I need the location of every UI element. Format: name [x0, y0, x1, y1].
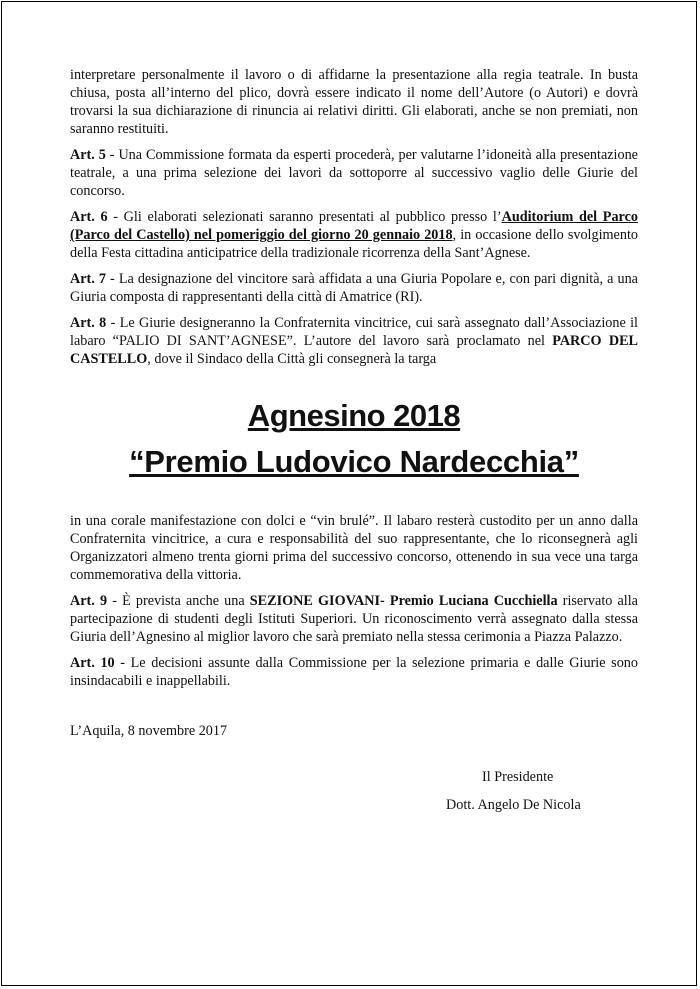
article-5 [70, 146, 638, 200]
article-7 [70, 270, 638, 306]
ceremony-paragraph: in una corale manifestazione con dolci e “vin brulé”. Il labaro resterà custodito per un anno dalla Confraternita vincitrice, a cura e responsabilità del suo rappresentante, che lo riconsegnerà agli Organizzatori almeno trenta giorni prima del successivo concorso, ottenendo in sua vece una targa commemorativa della vittoria. [70, 513, 638, 583]
award-subtitle: “Premio Ludovico Nardecchia” [129, 444, 579, 479]
article-7-text: - La designazione del vincitore sarà affidata a una Giuria Popolare e, con pari dignità, a una Giuria composta di rappresentanti della città di Amatrice (RI). [70, 271, 638, 305]
article-8-text-end: , dove il Sindaco della Città gli consegnerà la targa [147, 351, 437, 367]
document-page [1, 1, 697, 986]
article-9-text-start: - È prevista anche una [107, 593, 250, 609]
award-title: Agnesino 2018 [247, 398, 461, 433]
article-8 [70, 314, 638, 368]
article-5-text: - Una Commissione formata da esperti procederà, per valutarne l’idoneità alla presentazione teatrale, a una prima selezione dei lavori da sottoporre al successivo vaglio delle Giurie del concorso. [70, 147, 638, 199]
article-8-text-start: - Le Giurie designeranno la Confraternita vincitrice, cui sarà assegnato dall’Associazione il labaro “PALIO DI SANT’AGNESE”. L’autore del lavoro sarà proclamato nel [70, 315, 638, 349]
article-10-text: - Le decisioni assunte dalla Commissione per la selezione primaria e dalle Giurie sono insindacabili e inappellabili. [70, 655, 638, 689]
article-8-venue: PARCO DEL CASTELLO [70, 333, 638, 367]
document-body [70, 66, 638, 814]
article-6-label: Art. 6 [70, 209, 108, 225]
place-date: L’Aquila, 8 novembre 2017 [70, 723, 228, 739]
article-6 [70, 208, 638, 262]
article-9-text-end: riservato alla partecipazione di studenti degli Istituti Superiori. Un riconoscimento verrà assegnato dalla stessa Giuria dell’Agnesino al miglior lavoro che sarà premiato nella stessa cerimonia a Piazza Palazzo. [70, 593, 638, 645]
article-6-venue-date: Auditorium del Parco (Parco del Castello) nel pomeriggio del giorno 20 gennaio 2018 [70, 209, 638, 243]
award-title-block [70, 396, 638, 482]
article-10 [70, 654, 638, 690]
article-8-label: Art. 8 [70, 315, 107, 331]
article-9-label: Art. 9 [70, 593, 108, 609]
signature-name: Dott. Angelo De Nicola [446, 797, 581, 813]
article-9 [70, 592, 638, 646]
article-6-text-end: , in occasione dello svolgimento della Festa cittadina anticipatrice della tradizionale ricorrenza della Sant’Agnese. [70, 227, 638, 261]
article-10-label: Art. 10 [70, 655, 115, 671]
article-6-text-start: - Gli elaborati selezionati saranno presentati al pubblico presso l’ [107, 209, 502, 225]
article-7-label: Art. 7 [70, 271, 106, 287]
article-5-label: Art. 5 [70, 147, 106, 163]
intro-paragraph: interpretare personalmente il lavoro o di affidarne la presentazione alla regia teatrale. In busta chiusa, posta all’interno del plico, dovrà essere indicato il nome dell’Autore (o Autori) e dovrà trovarsi la sua dichiarazione di rinuncia ai relativi diritti. Gli elaborati, anche se non premiati, non saranno restituiti. [70, 67, 638, 137]
signature-role: Il Presidente [482, 769, 554, 785]
article-9-youth-section: SEZIONE GIOVANI- Premio Luciana Cucchiella [249, 593, 558, 609]
